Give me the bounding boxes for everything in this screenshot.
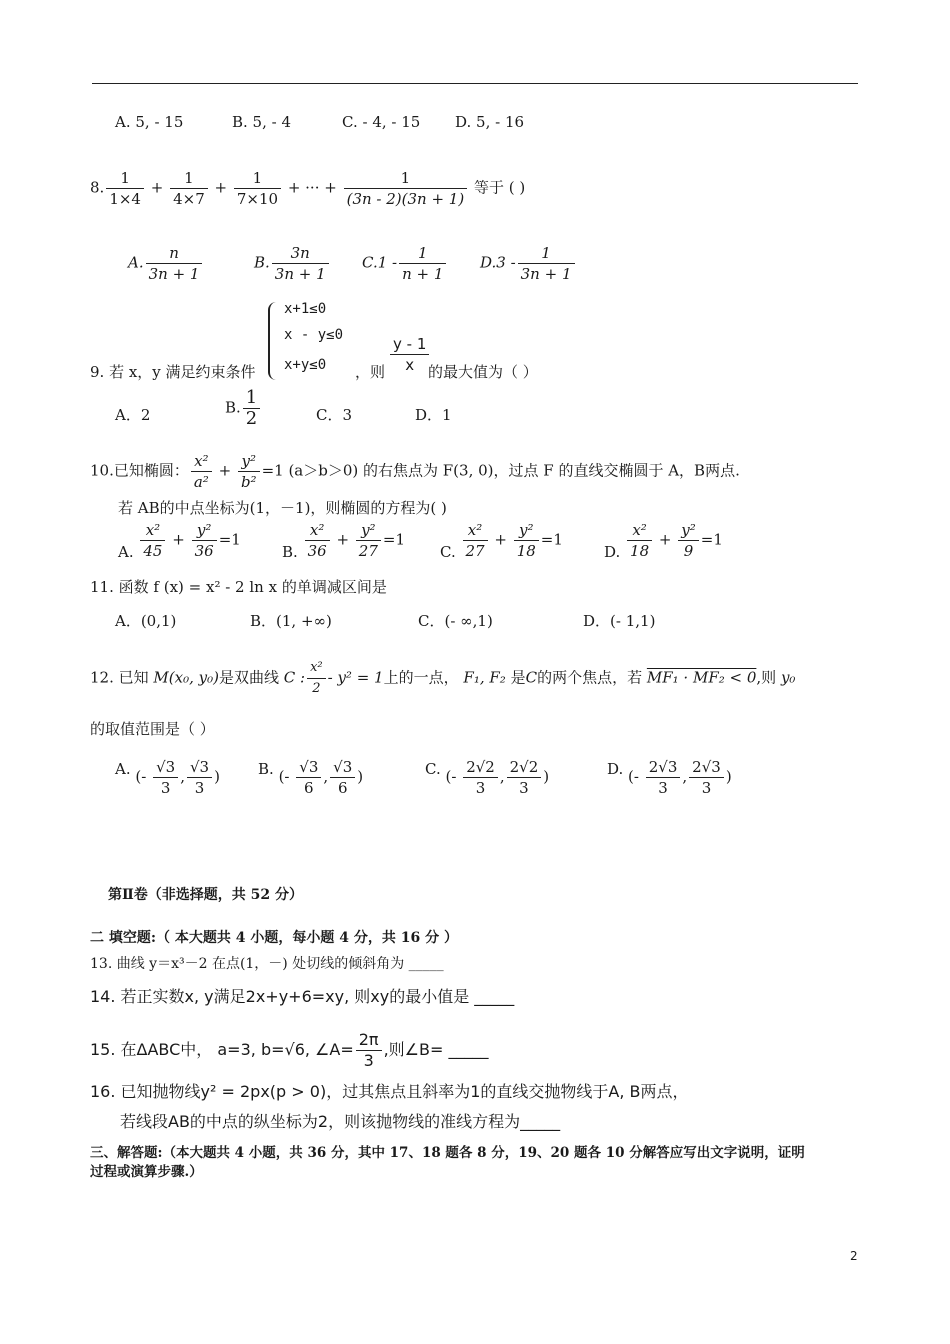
q9-system-brace (268, 302, 280, 380)
q7-option-d: D. 5, - 16 (455, 113, 525, 131)
q8-term3-den: 7×10 (236, 190, 279, 208)
q8-ellipsis: + ··· + (287, 178, 337, 197)
q12-stem-line2: 的取值范围是（ ） (90, 720, 215, 738)
q9-fraction (388, 334, 431, 375)
q12-option-c: C. (- $\frac{2√2}{3}$ , $\frac{2√2}{3}$ ) (425, 758, 550, 797)
q16-line2: 若线段AB的中点的纵坐标为2，则该抛物线的准线方程为_____ (120, 1112, 561, 1131)
header-rule (92, 83, 858, 84)
q12-option-a: A. (- $\frac{√3}{3}$ , $\frac{√3}{3}$ ) (115, 758, 220, 797)
q10-option-d: D. $\frac{\text{x²}}{18}$ + $\frac{\text{y²}}{9}$ =1 (604, 521, 723, 561)
q9-constraint-1: x+1≤0 (284, 301, 327, 317)
q8-option-d: D.3 - $\frac{1}{3n + 1}$ (480, 243, 577, 284)
q8-option-c: C.1 - $\frac{1}{n + 1}$ (362, 243, 448, 284)
q7-option-c: C. - 4, - 15 (342, 113, 421, 131)
q8-number: 8. (90, 178, 105, 197)
q9-frac-den: x (405, 356, 415, 374)
q12-option-d: D. (- $\frac{2√3}{3}$ , $\frac{2√3}{3}$ ) (607, 758, 732, 797)
q9-constraint-2: x - y≤0 (284, 327, 344, 343)
fill-in-header: 二 填空题:（ 本大题共 4 小题，每小题 4 分，共 16 分 ） (90, 930, 458, 946)
q9-constraint-3: x+y≤0 (284, 357, 327, 373)
q8-term1-num: 1 (106, 168, 144, 189)
q9-frac-num: y - 1 (390, 334, 429, 355)
q11-option-b: B．(1, +∞) (250, 612, 332, 630)
q7-option-b: B. 5, - 4 (232, 113, 292, 131)
q9-stem-suffix: 的最大值为（ ） (428, 363, 538, 381)
q9-option-b: B. $\frac{1}{2}$ (225, 388, 262, 429)
q8-tail: 等于 ( ) (474, 178, 526, 197)
q8-term3-num: 1 (234, 168, 281, 189)
q12-stem-line1: 12. 已知 M(x₀, y₀)是双曲线 C : $\frac{\text{x²}}{2}$ - y² = 1上的一点， F₁, F₂ 是C的两个焦点，若 MF₁ · MF₂ < 0,则 y₀ (90, 660, 796, 696)
q10-option-b: B. $\frac{\text{x²}}{36}$ + $\frac{\text{y²}}{27}$ =1 (282, 521, 405, 561)
q9-option-d: D．1 (415, 406, 452, 424)
q8-term1-den: 1×4 (109, 190, 141, 208)
q8-option-a: A. $\frac{n}{3n + 1}$ (128, 243, 204, 284)
q15: 15. 在ΔABC中， a=3, b=√6, ∠A= $\frac{2\pi}{3}$ ,则∠B= _____ (90, 1030, 489, 1070)
q11-option-d: D．(- 1,1) (583, 612, 656, 630)
q9-stem-mid: ，则 (355, 363, 386, 381)
q8-term2-den: 4×7 (173, 190, 205, 208)
q11-option-c: C．(- ∞,1) (418, 612, 493, 630)
q8-stem: 8. $\frac{1}{1\times 4}$ + $\frac{1}{4\times 7}$ + $\frac{1}{7\times 10}$ + ··· + $\frac{1}{(3n - 2)(3n + 1)}$ 等于 ( ) (90, 169, 526, 208)
page-number: 2 (850, 1249, 858, 1263)
q10-stem-line1: 10.已知椭圆： $\frac{\text{x²}}{\text{a²}}$ + $\frac{\text{y²}}{\text{b²}}$ =1 (a＞b＞0) 的右焦点为 F(3, 0)，过点 F 的直线交椭圆于 A，B两点. (90, 452, 740, 491)
solve-header-line1: 三、解答题:（本大题共 4 小题，共 36 分，其中 17、18 题各 8 分，19、20 题各 10 分解答应写出文字说明，证明 (90, 1145, 805, 1161)
q9-option-c: C．3 (316, 406, 353, 424)
q11-stem: 11. 函数 f (x) = x² - 2 ln x 的单调减区间是 (90, 578, 387, 596)
part2-title: 第Ⅱ卷（非选择题，共 52 分） (108, 887, 304, 903)
q12-option-b: B. (- $\frac{√3}{6}$ , $\frac{√3}{6}$ ) (258, 758, 364, 797)
solve-header-line2: 过程或演算步骤.） (90, 1164, 203, 1180)
q10-option-c: C. $\frac{\text{x²}}{27}$ + $\frac{\text{y²}}{18}$ =1 (440, 521, 563, 561)
q7-option-a: A. 5, - 15 (115, 113, 184, 131)
q10-option-a: A. $\frac{\text{x²}}{45}$ + $\frac{\text{y²}}{36}$ =1 (118, 521, 241, 561)
q8-term2-num: 1 (170, 168, 208, 189)
q9-option-a: A．2 (115, 406, 151, 424)
q14: 14. 若正实数x, y满足2x+y+6=xy, 则xy的最小值是 _____ (90, 987, 515, 1006)
q8-termn-den: (3n - 2)(3n + 1) (346, 190, 465, 208)
q11-option-a: A．(0,1) (115, 612, 177, 630)
q9-stem-prefix: 9. 若 x，y 满足约束条件 (90, 363, 256, 381)
q13: 13. 曲线 y＝x³－2 在点(1，－) 处切线的倾斜角为 _____ (90, 956, 444, 972)
q16-line1: 16. 已知抛物线y² = 2px(p > 0)，过其焦点且斜率为1的直线交抛物线于A, B两点， (90, 1082, 689, 1101)
q10-stem-line2: 若 AB的中点坐标为(1，－1)，则椭圆的方程为( ) (118, 499, 447, 517)
q8-termn-num: 1 (344, 168, 468, 189)
q8-option-b: B. $\frac{3n}{3n + 1}$ (254, 243, 331, 284)
